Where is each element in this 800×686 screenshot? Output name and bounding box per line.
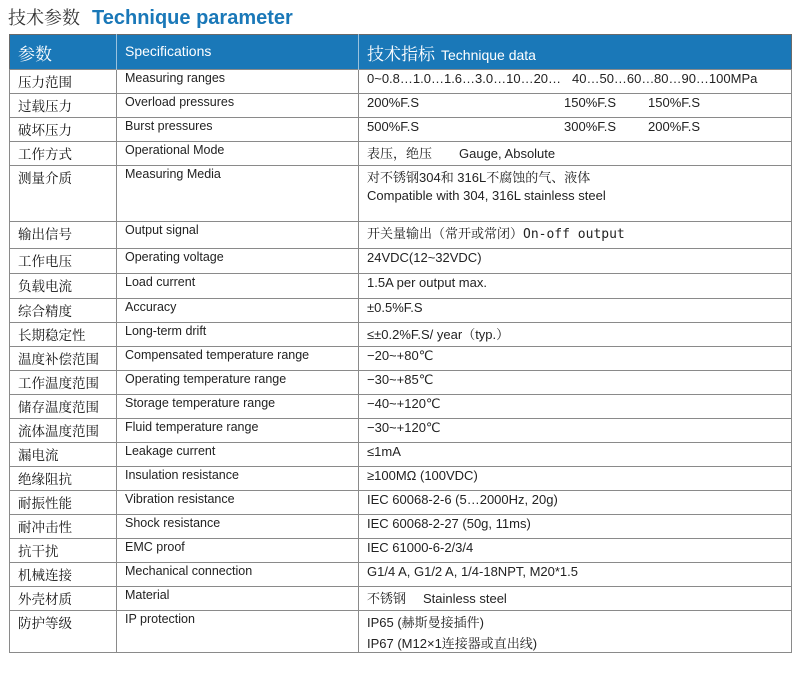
technique-parameter-table (9, 34, 792, 653)
param-en: Measuring ranges (117, 70, 359, 94)
table-row (10, 166, 792, 222)
header-specifications: Specifications (117, 35, 359, 70)
param-en: Long-term drift (117, 323, 359, 347)
param-en: Operating voltage (117, 249, 359, 274)
param-cn: 漏电流 (10, 443, 117, 467)
table-row (10, 274, 792, 299)
param-en: Vibration resistance (117, 491, 359, 515)
table-row (10, 611, 792, 653)
table-row (10, 563, 792, 587)
table-row (10, 347, 792, 371)
heading-chinese: 技术参数 (8, 8, 80, 29)
table-row (10, 395, 792, 419)
param-cn: 工作温度范围 (10, 371, 117, 395)
param-en: Load current (117, 274, 359, 299)
param-en: Overload pressures (117, 94, 359, 118)
header-parameter: 参数 (10, 35, 117, 70)
param-cn: 耐冲击性 (10, 515, 117, 539)
param-value: IEC 60068-2-27 (50g, 11ms) (359, 515, 792, 539)
param-cn: 机械连接 (10, 563, 117, 587)
param-value: ±0.5%F.S (359, 299, 792, 323)
param-en: Shock resistance (117, 515, 359, 539)
param-value: 1.5A per output max. (359, 274, 792, 299)
param-cn: 工作电压 (10, 249, 117, 274)
table-row (10, 491, 792, 515)
param-en: Measuring Media (117, 166, 359, 222)
param-cn: 抗干扰 (10, 539, 117, 563)
param-value: 0~0.8…1.0…1.6…3.0…10…20… 40…50…60…80…90…100MPa (359, 70, 792, 94)
param-cn: 绝缘阻抗 (10, 467, 117, 491)
param-value: −20~+80℃ (359, 347, 792, 371)
param-value: 500%F.S 300%F.S 200%F.S (359, 118, 792, 142)
param-cn: 长期稳定性 (10, 323, 117, 347)
param-en: IP protection (117, 611, 359, 653)
table-row (10, 94, 792, 118)
header-technique-data: 技术指标 Technique data (367, 44, 536, 65)
param-cn: 测量介质 (10, 166, 117, 222)
param-cn: 储存温度范围 (10, 395, 117, 419)
param-cn: 过载压力 (10, 94, 117, 118)
param-en: Operating temperature range (117, 371, 359, 395)
param-value: −40~+120℃ (359, 395, 792, 419)
table-row (10, 587, 792, 611)
table-row (10, 118, 792, 142)
table-row (10, 142, 792, 166)
table-row (10, 539, 792, 563)
param-value: ≤±0.2%F.S/ year（typ.） (359, 323, 792, 347)
table-row (10, 443, 792, 467)
table-row (10, 70, 792, 94)
param-en: Mechanical connection (117, 563, 359, 587)
page-heading (8, 4, 293, 30)
table-header-row (10, 35, 792, 70)
param-cn: 压力范围 (10, 70, 117, 94)
param-en: Accuracy (117, 299, 359, 323)
param-en: EMC proof (117, 539, 359, 563)
param-value: 200%F.S 150%F.S 150%F.S (359, 94, 792, 118)
param-en: Operational Mode (117, 142, 359, 166)
param-cn: 负载电流 (10, 274, 117, 299)
param-en: Material (117, 587, 359, 611)
param-value: IP65 (赫斯曼接插件) IP67 (M12×1连接器或直出线) (359, 611, 792, 653)
param-value: 24VDC(12~32VDC) (359, 249, 792, 274)
param-value: −30~+120℃ (359, 419, 792, 443)
param-value: IEC 60068-2-6 (5…2000Hz, 20g) (359, 491, 792, 515)
param-cn: 温度补偿范围 (10, 347, 117, 371)
table-row (10, 323, 792, 347)
param-en: Burst pressures (117, 118, 359, 142)
param-cn: 破坏压力 (10, 118, 117, 142)
param-value: ≥100MΩ (100VDC) (359, 467, 792, 491)
param-cn: 工作方式 (10, 142, 117, 166)
param-en: Compensated temperature range (117, 347, 359, 371)
table-row (10, 249, 792, 274)
param-value: G1/4 A, G1/2 A, 1/4-18NPT, M20*1.5 (359, 563, 792, 587)
param-en: Storage temperature range (117, 395, 359, 419)
table-row (10, 222, 792, 249)
param-cn: 耐振性能 (10, 491, 117, 515)
param-en: Leakage current (117, 443, 359, 467)
table-row (10, 515, 792, 539)
param-cn: 综合精度 (10, 299, 117, 323)
param-en: Insulation resistance (117, 467, 359, 491)
table-row (10, 371, 792, 395)
param-cn: 流体温度范围 (10, 419, 117, 443)
param-cn: 外壳材质 (10, 587, 117, 611)
table-row (10, 299, 792, 323)
heading-english: Technique parameter (92, 7, 293, 29)
param-value: 表压，绝压 Gauge, Absolute (359, 142, 792, 166)
param-value: IEC 61000-6-2/3/4 (359, 539, 792, 563)
param-cn: 输出信号 (10, 222, 117, 249)
param-en: Fluid temperature range (117, 419, 359, 443)
table-row (10, 419, 792, 443)
param-en: Output signal (117, 222, 359, 249)
param-value: 不锈钢 Stainless steel (359, 587, 792, 611)
param-value: 开关量输出（常开或常闭）On-off output (359, 222, 792, 249)
param-cn: 防护等级 (10, 611, 117, 653)
param-value: 对不锈钢304和 316L不腐蚀的气、液体 Compatible with 304, 316L stainless steel (359, 166, 792, 222)
param-value: ≤1mA (359, 443, 792, 467)
table-row (10, 467, 792, 491)
param-value: −30~+85℃ (359, 371, 792, 395)
